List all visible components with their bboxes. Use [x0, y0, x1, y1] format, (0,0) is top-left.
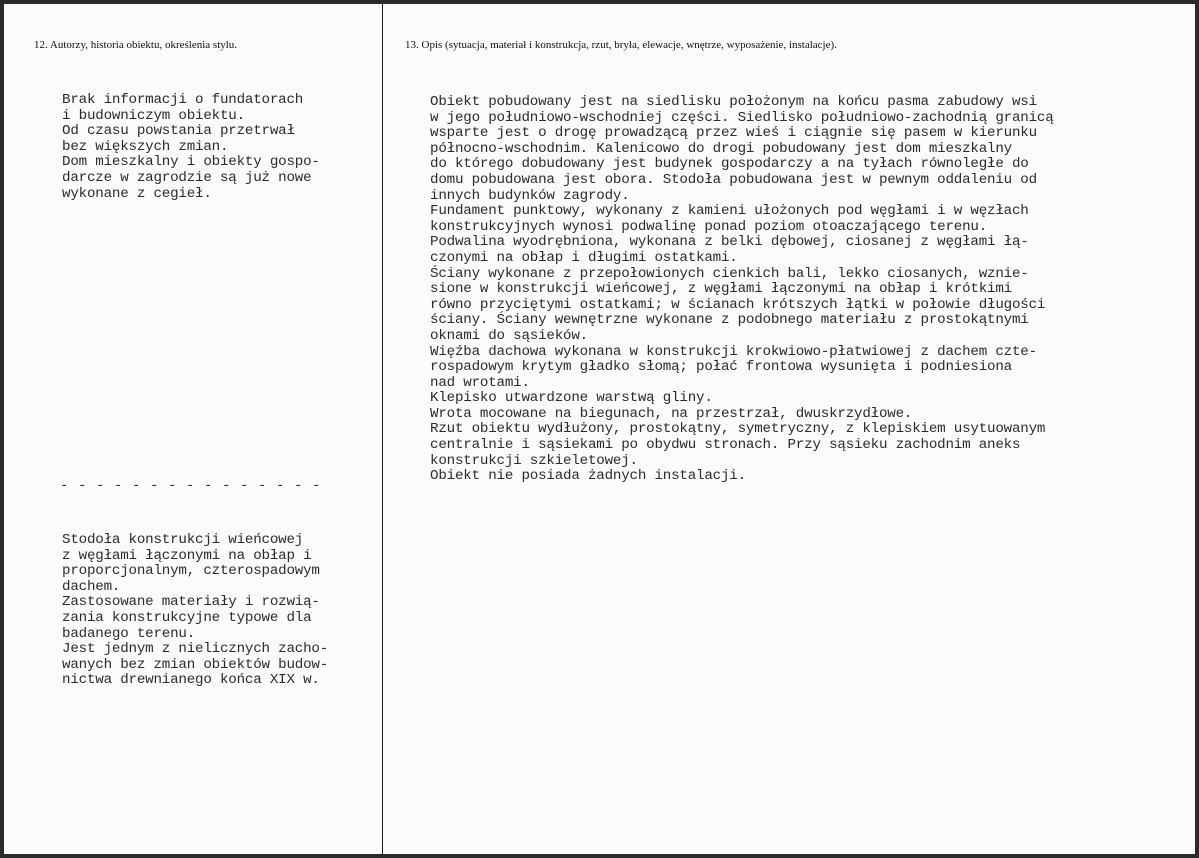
- text-line: nad wrotami.: [430, 374, 530, 391]
- text-line: Więźba dachowa wykonana w konstrukcji krokwiowo-płatwiowej z dachem czte-: [430, 343, 1037, 360]
- text-line: Jest jednym z nielicznych zacho-: [62, 641, 329, 658]
- description-text: [430, 95, 1054, 485]
- text-line: Wrota mocowane na biegunach, na przestrzał, dwuskrzydłowe.: [430, 405, 913, 422]
- text-line: Rzut obiektu wydłużony, prostokątny, symetryczny, z klepiskiem usytuowanym: [430, 421, 1046, 438]
- text-line: darcze w zagrodzie są już nowe: [62, 169, 312, 186]
- text-line: równo przyciętymi ostatkami; w ścianach krótszych łątki w połowie długości: [430, 296, 1046, 313]
- text-line: do którego dobudowany jest budynek gospodarczy a na tyłach równoległe do: [430, 156, 1029, 173]
- text-line: Obiekt nie posiada żadnych instalacji.: [430, 468, 746, 485]
- text-line: ściany. Ściany wewnętrzne wykonane z podobnego materiału z prostokątnymi: [430, 312, 1029, 329]
- section-13-header: 13. Opis (sytuacja, materiał i konstrukcja, rzut, bryła, elewacje, wnętrze, wyposażenie, instalacje).: [405, 39, 837, 51]
- text-line: rospadowym krytym gładko słomą; połać frontowa wysunięta i podniesiona: [430, 359, 1012, 376]
- history-text: [62, 93, 320, 202]
- text-line: wanych bez zmian obiektów budow-: [62, 656, 329, 673]
- text-line: Fundament punktowy, wykonany z kamieni ułożonych pod węgłami i w węzłach: [430, 203, 1029, 220]
- text-line: Stodoła konstrukcji wieńcowej: [62, 532, 304, 548]
- text-line: innych budynków zagrody.: [430, 187, 630, 204]
- text-line: z węgłami łączonymi na obłap i: [62, 547, 312, 564]
- text-line: Od czasu powstania przetrwał: [62, 123, 295, 140]
- text-line: konstrukcyjnych wynosi podwalinę ponad poziom otoaczającego terenu.: [430, 218, 988, 235]
- text-line: wsparte jest o drogę prowadzącą przez wieś i ciągnie się pasem w kierunku: [430, 125, 1037, 142]
- text-line: Klepisko utwardzone warstwą gliny.: [430, 390, 713, 407]
- text-line: proporcjonalnym, czterospadowym: [62, 563, 320, 580]
- text-line: sione w konstrukcji wieńcowej, z węgłami łączonymi na obłap i krótkimi: [430, 281, 1012, 298]
- text-line: i budowniczym obiektu.: [62, 107, 245, 124]
- text-line: nictwa drewnianego końca XIX w.: [62, 672, 320, 689]
- dashed-separator: - - - - - - - - - - - - - - -: [60, 478, 322, 494]
- text-line: badanego terenu.: [62, 625, 196, 642]
- text-line: konstrukcji szkieletowej.: [430, 452, 638, 469]
- text-line: bez większych zmian.: [62, 138, 229, 155]
- text-line: Dom mieszkalny i obiekty gospo-: [62, 154, 320, 171]
- text-line: Obiekt pobudowany jest na siedlisku położonym na końcu pasma zabudowy wsi: [430, 94, 1037, 110]
- text-line: Zastosowane materiały i rozwią-: [62, 594, 320, 611]
- document-sheet: [4, 4, 1195, 854]
- text-line: Podwalina wyodrębniona, wykonana z belki dębowej, ciosanej z węgłami łą-: [430, 234, 1029, 251]
- section-12-header: 12. Autorzy, historia obiektu, określenia stylu.: [34, 39, 238, 51]
- text-line: północno-wschodnim. Kalenicowo do drogi pobudowany jest dom mieszkalny: [430, 140, 1012, 157]
- text-line: Brak informacji o fundatorach: [62, 92, 304, 108]
- text-line: zania konstrukcyjne typowe dla: [62, 609, 312, 626]
- style-assessment-text: [62, 533, 328, 689]
- text-line: wykonane z cegieł.: [62, 185, 212, 202]
- text-line: centralnie i sąsiekami po obydwu stronach. Przy sąsieku zachodnim aneks: [430, 437, 1021, 454]
- text-line: w jego południowo-wschodniej części. Siedlisko południowo-zachodnią granicą: [430, 109, 1054, 126]
- column-divider: [382, 4, 383, 854]
- text-line: dachem.: [62, 578, 121, 595]
- text-line: czonymi na obłap i długimi ostatkami.: [430, 249, 738, 266]
- text-line: Ściany wykonane z przepołowionych cienkich bali, lekko ciosanych, wznie-: [430, 265, 1029, 282]
- text-line: domu pobudowana jest obora. Stodoła pobudowana jest w pewnym oddaleniu od: [430, 171, 1037, 188]
- text-line: oknami do sąsieków.: [430, 327, 588, 344]
